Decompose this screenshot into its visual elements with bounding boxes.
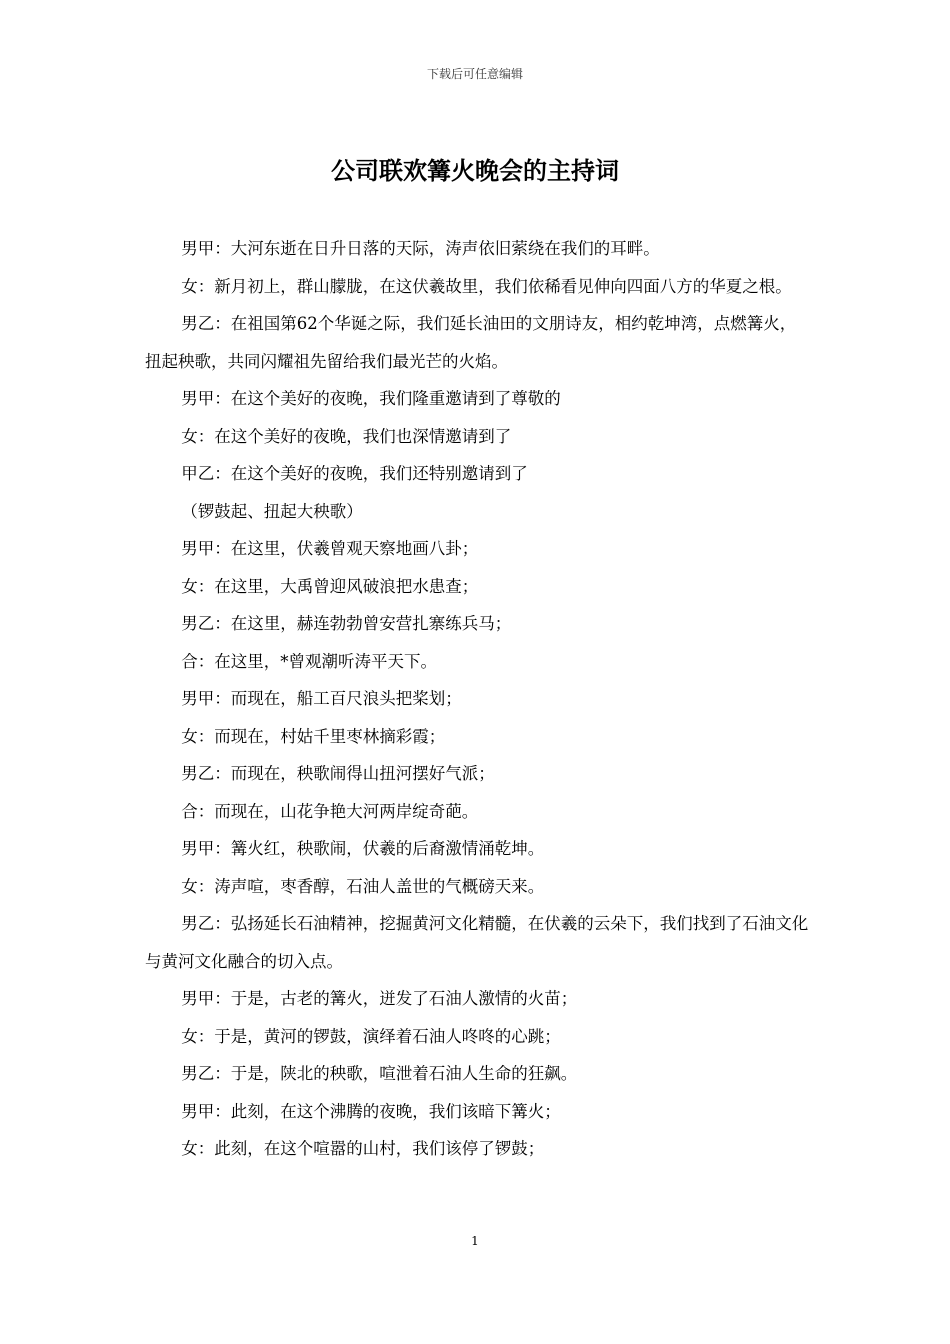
header-note: 下载后可任意编辑: [426, 67, 523, 81]
dialogue-paragraph: 合：而现在，山花争艳大河两岸绽奇葩。: [181, 801, 479, 821]
dialogue-paragraph: 男甲：而现在，船工百尺浪头把桨划；: [181, 689, 462, 708]
document-title: 公司联欢篝火晚会的主持词: [331, 156, 619, 185]
dialogue-paragraph: 女：在这里，大禹曾迎风破浪把水患查；: [181, 576, 479, 596]
page-number: 1: [471, 1234, 479, 1248]
dialogue-paragraph: 女：而现在，村姑千里枣林摘彩霞；: [181, 726, 446, 746]
document-body: [145, 230, 810, 1168]
dialogue-paragraph: 男甲：篝火红，秧歌闹，伏羲的后裔激情涌乾坤。: [181, 839, 545, 858]
dialogue-paragraph: 男甲：在这个美好的夜晚，我们隆重邀请到了尊敬的: [181, 389, 561, 408]
dialogue-paragraph: 男乙：弘扬延长石油精神，挖掘黄河文化精髓，在伏羲的云朵下，我们找到了石油文化与黄河文化融合的切入点。: [145, 914, 809, 971]
dialogue-paragraph: 女：在这个美好的夜晚，我们也深情邀请到了: [181, 426, 512, 446]
dialogue-paragraph: （锣鼓起、扭起大秧歌）: [181, 501, 363, 521]
dialogue-paragraph: 女：此刻，在这个喧嚣的山村，我们该停了锣鼓；: [181, 1139, 545, 1158]
dialogue-paragraph: 甲乙：在这个美好的夜晚，我们还特别邀请到了: [181, 464, 528, 483]
dialogue-paragraph: 女：涛声喧，枣香醇，石油人盖世的气概磅天来。: [181, 876, 545, 896]
dialogue-paragraph: 男乙：在这里，赫连勃勃曾安营扎寨练兵马；: [181, 614, 512, 633]
dialogue-paragraph: 男甲：在这里，伏羲曾观天察地画八卦；: [181, 539, 479, 558]
dialogue-paragraph: 女：新月初上，群山朦胧，在这伏羲故里，我们依稀看见伸向四面八方的华夏之根。: [181, 276, 792, 296]
dialogue-paragraph: 女：于是，黄河的锣鼓，演绎着石油人咚咚的心跳；: [181, 1026, 561, 1046]
dialogue-paragraph: 男乙：在祖国第62个华诞之际，我们延长油田的文朋诗友，相约乾坤湾，点燃篝火，扭起秧歌，共同闪耀祖先留给我们最光芒的火焰。: [145, 314, 797, 371]
dialogue-paragraph: 男乙：于是，陕北的秧歌，喧泄着石油人生命的狂飙。: [181, 1064, 578, 1083]
dialogue-paragraph: 男甲：大河东逝在日升日落的天际，涛声依旧萦绕在我们的耳畔。: [181, 239, 660, 258]
dialogue-paragraph: 合：在这里，*曾观潮听涛平天下。: [181, 651, 438, 671]
dialogue-paragraph: 男甲：此刻，在这个沸腾的夜晚，我们该暗下篝火；: [181, 1101, 561, 1121]
dialogue-paragraph: 男甲：于是，古老的篝火，迸发了石油人激情的火苗；: [181, 989, 578, 1008]
dialogue-paragraph: 男乙：而现在，秧歌闹得山扭河摆好气派；: [181, 764, 495, 783]
